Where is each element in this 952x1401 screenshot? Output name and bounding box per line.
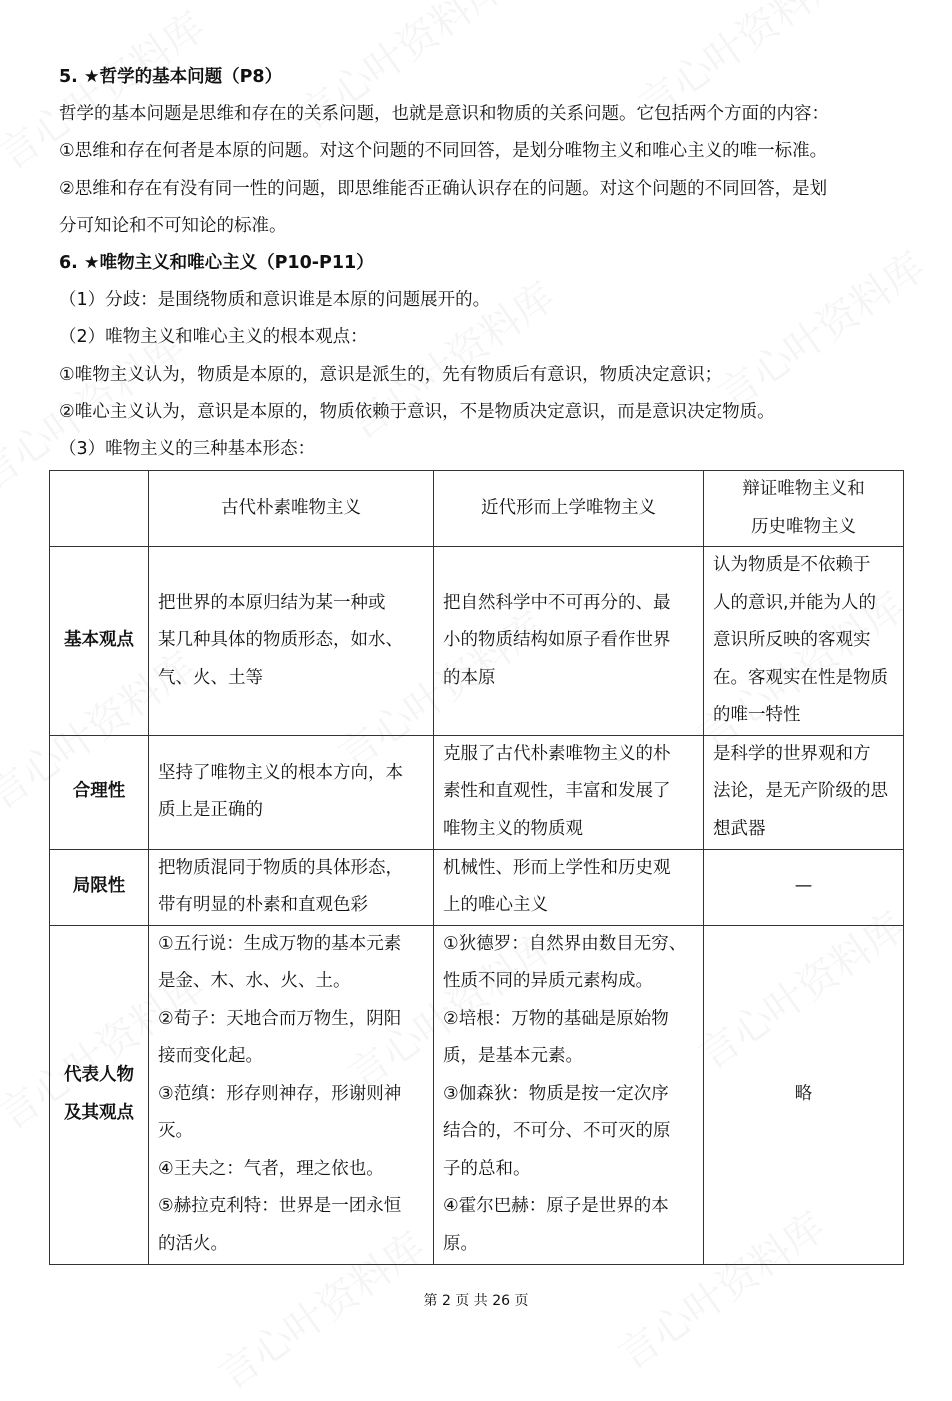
row-label: 代表人物 及其观点 [50, 925, 149, 1264]
table-cell: 把物质混同于物质的具体形态， 带有明显的朴素和直观色彩 [149, 849, 434, 925]
header-cell-empty [50, 471, 149, 547]
table-cell: 克服了古代朴素唯物主义的朴 素性和直观性，丰富和发展了 唯物主义的物质观 [434, 735, 704, 849]
table-cell: — [704, 849, 904, 925]
paragraph-line: ②思维和存在有没有同一性的问题，即思维能否正确认识存在的问题。对这个问题的不同回答，是划 [59, 179, 828, 199]
row-label: 合理性 [50, 735, 149, 849]
paragraph-line: （1）分歧：是围绕物质和意识谁是本原的问题展开的。 [59, 290, 491, 310]
table-cell: 略 [704, 925, 904, 1264]
table-cell: 是科学的世界观和方 法论，是无产阶级的思 想武器 [704, 735, 904, 849]
row-label: 局限性 [50, 849, 149, 925]
table-cell: 机械性、形而上学性和历史观 上的唯心主义 [434, 849, 704, 925]
table-cell: ①五行说：生成万物的基本元素 是金、木、水、火、土。 ②荀子：天地合而万物生，阴阳 接而变化起。 ③范缜：形存则神存，形谢则神 灭。 ④王夫之：气者，理之依也。 ⑤赫拉克利特：世界是一团永恒 的活火。 [149, 925, 434, 1264]
table-row [50, 735, 904, 849]
table-row [50, 547, 904, 736]
paragraph-line: （2）唯物主义和唯心主义的根本观点： [59, 327, 368, 347]
table-cell: 把世界的本原归结为某一种或 某几种具体的物质形态，如水、 气、火、土等 [149, 547, 434, 736]
table-cell: 把自然科学中不可再分的、最 小的物质结构如原子看作世界 的本原 [434, 547, 704, 736]
header-ancient: 古代朴素唯物主义 [149, 471, 434, 547]
table-cell: ①狄德罗：自然界由数目无穷、 性质不同的异质元素构成。 ②培根：万物的基础是原始物 质，是基本元素。 ③伽森狄：物质是按一定次序 结合的，不可分、不可灭的原 子的总和。 ④霍尔巴赫：原子是世界的本 原。 [434, 925, 704, 1264]
header-modern: 近代形而上学唯物主义 [434, 471, 704, 547]
table-header-row [50, 471, 904, 547]
row-label: 基本观点 [50, 547, 149, 736]
paragraph-line: （3）唯物主义的三种基本形态： [59, 439, 316, 459]
paragraph-line: ①唯物主义认为，物质是本原的，意识是派生的，先有物质后有意识，物质决定意识； [59, 365, 723, 385]
paragraph-line: 哲学的基本问题是思维和存在的关系问题，也就是意识和物质的关系问题。它包括两个方面的内容： [59, 104, 829, 124]
table-cell: 坚持了唯物主义的根本方向，本 质上是正确的 [149, 735, 434, 849]
table-row [50, 849, 904, 925]
paragraph-line: ②唯心主义认为，意识是本原的，物质依赖于意识，不是物质决定意识，而是意识决定物质。 [59, 402, 775, 422]
table-row [50, 925, 904, 1264]
paragraph-line: ①思维和存在何者是本原的问题。对这个问题的不同回答，是划分唯物主义和唯心主义的唯一标准。 [59, 141, 828, 161]
section5-heading: 5. ★哲学的基本问题（P8） [59, 67, 283, 87]
paragraph-line: 分可知论和不可知论的标准。 [59, 216, 287, 236]
section6-heading: 6. ★唯物主义和唯心主义（P10-P11） [59, 253, 374, 273]
materialism-forms-table [49, 470, 904, 1265]
page-footer: 第 2 页 共 26 页 [423, 1293, 529, 1309]
header-dialectical: 辩证唯物主义和 历史唯物主义 [704, 471, 904, 547]
table-cell: 认为物质是不依赖于 人的意识,并能为人的 意识所反映的客观实 在。客观实在性是物质 的唯一特性 [704, 547, 904, 736]
